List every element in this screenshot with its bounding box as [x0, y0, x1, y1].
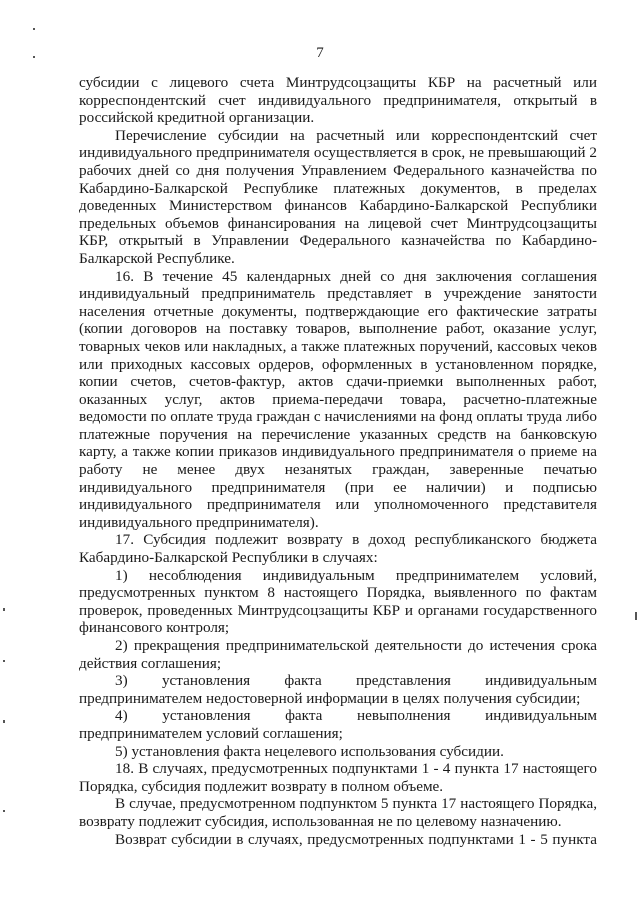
text-line: 4) установления факта невыполнения индивидуальным — [115, 707, 597, 725]
text-line: предпринимателем недостоверной информации в целях получения субсидии; — [79, 689, 581, 707]
paragraph — [79, 637, 597, 672]
text-line: 18. В случаях, предусмотренных подпунктами 1 - 4 пункта 17 настоящего — [115, 760, 597, 778]
text-line: Порядка, субсидия подлежит возврату в полном объеме. — [79, 777, 444, 795]
scan-speck — [33, 28, 35, 30]
text-line: возврату подлежит субсидия, использованная не по целевому назначению. — [79, 812, 562, 830]
text-line: работу не менее двух незанятых граждан, заверенные печатью — [79, 461, 597, 479]
paragraph — [79, 268, 597, 532]
text-line: проверок, проведенных Минтрудсоцзащиты КБР и органами государственного — [79, 601, 597, 619]
text-line: Перечисление субсидии на расчетный или корреспондентский счет — [115, 126, 597, 144]
paragraph — [79, 707, 597, 742]
text-line: Возврат субсидии в случаях, предусмотренных подпунктами 1 - 5 пункта — [115, 830, 597, 848]
scan-speck — [635, 612, 637, 620]
scan-speck — [3, 810, 5, 812]
text-line: 2) прекращения предпринимательской деятельности до истечения срока — [115, 637, 597, 654]
text-line: населения отчетные документы, подтверждающие его фактические затраты — [79, 302, 597, 320]
document-body — [79, 74, 597, 848]
text-line: российской кредитной организации. — [79, 109, 315, 127]
text-line: товарных чеков или накладных, а также платежных поручений, кассовых чеков — [79, 337, 597, 355]
text-line: (копии договоров на поставку товаров, выполнение работ, оказание услуг, — [79, 320, 597, 338]
scan-speck — [3, 720, 5, 723]
paragraph — [79, 795, 597, 830]
scan-speck — [33, 56, 35, 58]
text-line: индивидуального предпринимателя осуществляется в срок, не превышающий 2 — [79, 144, 597, 162]
text-line: Кабардино-Балкарской Республики в случаях: — [79, 549, 378, 567]
text-line: доведенных Министерством финансов Кабардино-Балкарской Республики — [79, 197, 597, 215]
text-line: Балкарской Республике. — [79, 249, 235, 267]
paragraph — [79, 743, 597, 761]
text-line: карту, а также копии приказов индивидуального предпринимателя о приеме на — [79, 443, 597, 461]
text-line: субсидии с лицевого счета Минтрудсоцзащиты КБР на расчетный или — [79, 74, 597, 91]
text-line: предпринимателем условий соглашения; — [79, 724, 343, 742]
text-line: действия соглашения; — [79, 654, 222, 672]
text-line: 17. Субсидия подлежит возврату в доход республиканского бюджета — [115, 531, 597, 549]
text-line: оказанных услуг, актов приема-передачи товара, расчетно-платежные — [79, 390, 597, 408]
page-number: 7 — [316, 45, 324, 61]
text-line: предусмотренных пунктом 8 настоящего Порядка, выявленного по фактам — [79, 584, 597, 602]
text-line: В случае, предусмотренном подпунктом 5 пункта 17 настоящего Порядка, — [115, 795, 597, 813]
text-line: 3) установления факта представления индивидуальным — [115, 672, 597, 690]
scan-speck — [3, 660, 5, 662]
scan-speck — [3, 608, 5, 611]
text-line: индивидуальный предприниматель представляет в учреждение занятости — [79, 285, 597, 303]
text-line: корреспондентский счет индивидуального предпринимателя, открытый в — [79, 91, 597, 109]
text-line: платежные поручения на перечисление указанных средств на банковскую — [79, 425, 597, 443]
text-line: копии счетов, счетов-фактур, актов сдачи-приемки выполненных работ, — [79, 373, 597, 391]
text-line: индивидуального предпринимателя (при ее наличии) и подписью — [79, 478, 597, 496]
text-line: рабочих дней со дня получения Управлением Федерального казначейства по — [79, 161, 597, 179]
paragraph — [79, 531, 597, 566]
text-line: 5) установления факта нецелевого использования субсидии. — [115, 742, 504, 760]
text-line: индивидуального предпринимателя или уполномоченного представителя — [79, 496, 597, 514]
text-line: 1) несоблюдения индивидуальным предпринимателем условий, — [115, 566, 597, 584]
paragraph — [79, 760, 597, 795]
text-line: 16. В течение 45 календарных дней со дня заключения соглашения — [115, 267, 597, 285]
paragraph — [79, 567, 597, 637]
paragraph — [79, 831, 597, 849]
text-line: финансового контроля; — [79, 619, 230, 637]
paragraph — [79, 127, 597, 268]
text-line: индивидуального предпринимателя). — [79, 513, 319, 531]
paragraph — [79, 74, 597, 127]
text-line: или приходных кассовых ордеров, оформленных в установленном порядке, — [79, 355, 597, 373]
text-line: КБР, открытый в Управлении Федерального казначейства по Кабардино- — [79, 232, 597, 250]
text-line: Кабардино-Балкарской Республике платежных документов, в пределах — [79, 179, 597, 197]
text-line: предельных объемов финансирования на лицевой счет Минтрудсоцзащиты — [79, 214, 597, 232]
paragraph — [79, 672, 597, 707]
text-line: ведомости по оплате труда граждан с начислениями на фонд оплаты труда либо — [79, 408, 597, 426]
